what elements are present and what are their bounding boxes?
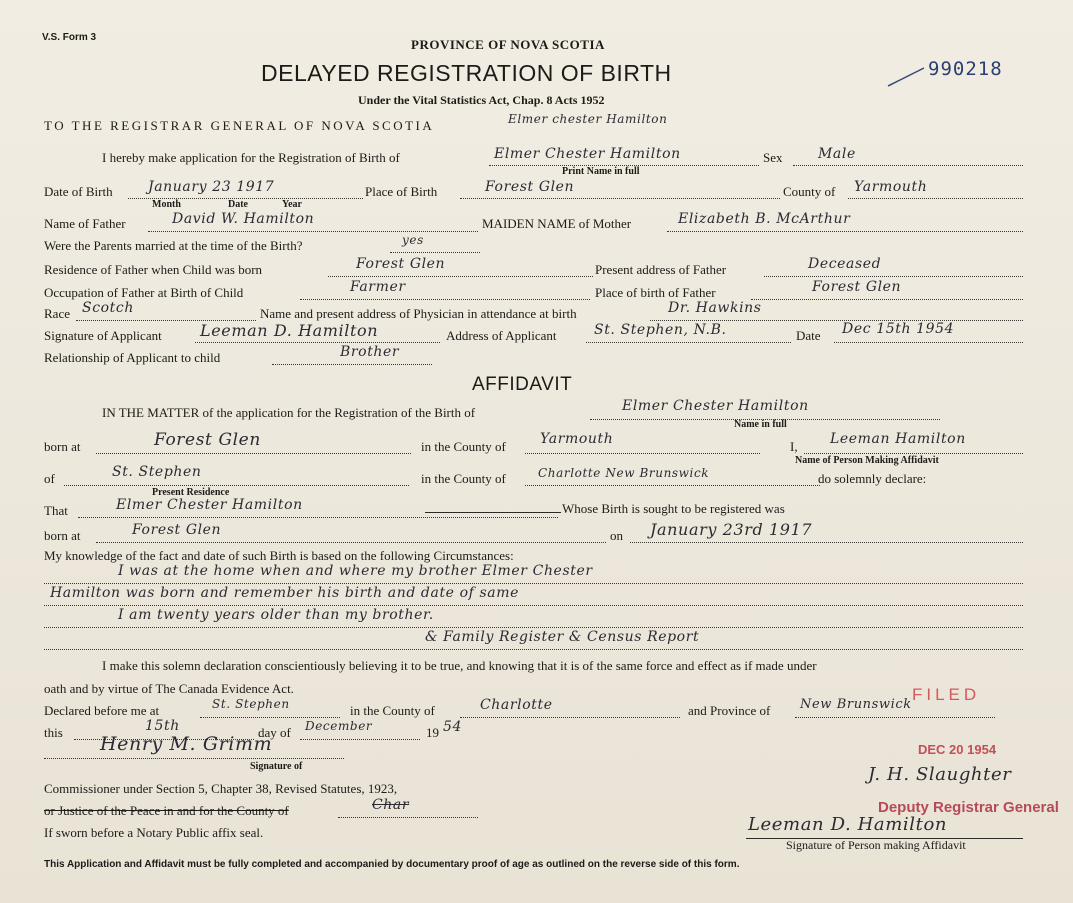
address-label: Address of Applicant (446, 328, 557, 343)
province-heading: PROVINCE OF NOVA SCOTIA (411, 37, 605, 52)
signature-value: Leeman D. Hamilton (200, 321, 379, 340)
sex-value: Male (818, 146, 856, 162)
sex-label: Sex (763, 150, 783, 165)
place-of-birth-label: Place of Birth (365, 184, 438, 199)
race-value: Scotch (82, 300, 134, 316)
signature-label: Signature of Applicant (44, 328, 162, 343)
month-label: Month (152, 199, 181, 210)
date-label: Date (796, 328, 821, 343)
form-number: V.S. Form 3 (42, 32, 97, 43)
present-address-label: Present address of Father (595, 262, 727, 277)
in-county2-value: Charlotte New Brunswick (538, 466, 710, 480)
on-value: January 23rd 1917 (650, 520, 813, 539)
father-birthplace-value: Forest Glen (812, 279, 902, 295)
year-value: 54 (443, 719, 463, 735)
married-value: yes (402, 233, 424, 247)
affidavit-heading: AFFIDAVIT (472, 374, 573, 395)
of-value: St. Stephen (112, 464, 202, 480)
born-at2-value: Forest Glen (132, 522, 222, 538)
notary-line: If sworn before a Notary Public affix seal. (44, 825, 264, 840)
commissioner-county: Char (372, 797, 410, 813)
born-at-label: born at (44, 439, 81, 454)
on-label: on (610, 528, 623, 543)
solemnly-declare-label: do solemnly declare: (818, 471, 927, 486)
deputy-registrar-stamp: Deputy Registrar General (878, 799, 1059, 816)
footer-note: This Application and Affidavit must be fully completed and accompanied by documentary proof of age as outlined on the reverse side of this form. (44, 859, 740, 870)
relationship-label: Relationship of Applicant to child (44, 350, 221, 365)
knowledge-label: My knowledge of the fact and date of such Birth is based on the following Circumstances: (44, 548, 514, 563)
circumstance-line-3: I am twenty years older than my brother. (118, 607, 434, 623)
i-label: I, (790, 439, 798, 454)
dob-label: Date of Birth (44, 184, 113, 199)
race-label: Race (44, 306, 70, 321)
declared-label: Declared before me at (44, 703, 160, 718)
that-label: That (44, 503, 68, 518)
solemn-line-1: I make this solemn declaration conscientiously believing it to be true, and knowing that it is of the same force and effect as if made under (102, 658, 817, 673)
that-value: Elmer Chester Hamilton (116, 497, 303, 513)
mother-value: Elizabeth B. McArthur (678, 211, 851, 227)
in-county2-label: in the County of (421, 471, 506, 486)
dob-value: January 23 1917 (148, 179, 275, 195)
married-label: Were the Parents married at the time of the Birth? (44, 238, 303, 253)
commissioner-line-2: or Justice of the Peace in and for the County of (44, 803, 289, 818)
signature-of-label: Signature of (250, 761, 303, 772)
county-label: County of (783, 184, 836, 199)
form-title: DELAYED REGISTRATION OF BIRTH (261, 60, 672, 86)
child-name-value: Elmer Chester Hamilton (494, 146, 681, 162)
day-of-label: day of (258, 725, 291, 740)
in-county-value: Yarmouth (540, 431, 614, 447)
circumstance-line-4: & Family Register & Census Report (425, 629, 700, 645)
commissioner-signature: Henry M. Grimm (100, 733, 273, 755)
of-label: of (44, 471, 55, 486)
registration-number: 990218 (928, 58, 1003, 80)
year-prefix: 19 (426, 725, 439, 740)
in-county3-value: Charlotte (480, 697, 553, 713)
matter-line: IN THE MATTER of the application for the Registration of the Birth of (102, 405, 476, 420)
day-value: December (305, 719, 373, 733)
county-value: Yarmouth (854, 179, 928, 195)
this-value: 15th (145, 718, 180, 734)
in-county-label: in the County of (421, 439, 506, 454)
born-at-value: Forest Glen (154, 430, 261, 450)
circumstance-line-2: Hamilton was born and remember his birth and date of same (50, 585, 519, 601)
province-label: and Province of (688, 703, 771, 718)
father-label: Name of Father (44, 216, 126, 231)
print-name-label: Print Name in full (562, 166, 640, 177)
address-value: St. Stephen, N.B. (594, 322, 727, 338)
father-value: David W. Hamilton (172, 211, 315, 227)
circumstance-line-1: I was at the home when and where my brother Elmer Chester (118, 563, 593, 579)
present-address-value: Deceased (808, 256, 882, 272)
place-of-birth-value: Forest Glen (485, 179, 575, 195)
in-county3-label: in the County of (350, 703, 435, 718)
affiant-signature: Leeman D. Hamilton (748, 814, 948, 835)
filed-stamp: FILED (912, 685, 981, 704)
person-making-affidavit-label: Name of Person Making Affidavit (795, 455, 939, 466)
residence-value: Forest Glen (356, 256, 446, 272)
date-value: Dec 15th 1954 (842, 321, 955, 337)
affiant-signature-label: Signature of Person making Affidavit (786, 838, 966, 852)
i-value: Leeman Hamilton (830, 431, 966, 447)
stamp-date: DEC 20 1954 (918, 742, 997, 757)
father-birthplace-label: Place of birth of Father (595, 285, 716, 300)
print-name-above: Elmer chester Hamilton (508, 112, 668, 126)
name-in-full-label: Name in full (734, 419, 787, 430)
solemn-line-2: oath and by virtue of The Canada Evidence Act. (44, 681, 294, 696)
province-value: New Brunswick (800, 697, 912, 712)
mother-label: MAIDEN NAME of Mother (482, 216, 632, 231)
to-registrar-line: TO THE REGISTRAR GENERAL OF NOVA SCOTIA (44, 118, 435, 133)
this-label: this (44, 725, 63, 740)
application-intro: I hereby make application for the Registration of Birth of (102, 150, 400, 165)
physician-label: Name and present address of Physician in attendance at birth (260, 306, 577, 321)
matter-value: Elmer Chester Hamilton (622, 398, 809, 414)
date-sub-label: Date (228, 199, 248, 210)
occupation-value: Farmer (350, 279, 406, 295)
declared-value: St. Stephen (212, 697, 290, 711)
checkmark-icon (886, 66, 926, 90)
occupation-label: Occupation of Father at Birth of Child (44, 285, 244, 300)
registrar-signature: J. H. Slaughter (868, 764, 1012, 785)
present-residence-label: Present Residence (152, 487, 230, 498)
physician-value: Dr. Hawkins (668, 300, 762, 316)
relationship-value: Brother (340, 344, 400, 360)
residence-label: Residence of Father when Child was born (44, 262, 263, 277)
born-at2-label: born at (44, 528, 81, 543)
act-line: Under the Vital Statistics Act, Chap. 8 Acts 1952 (358, 93, 605, 107)
commissioner-line-1: Commissioner under Section 5, Chapter 38, Revised Statutes, 1923, (44, 781, 398, 796)
whose-birth-label: Whose Birth is sought to be registered was (562, 501, 785, 516)
year-label: Year (282, 199, 302, 210)
